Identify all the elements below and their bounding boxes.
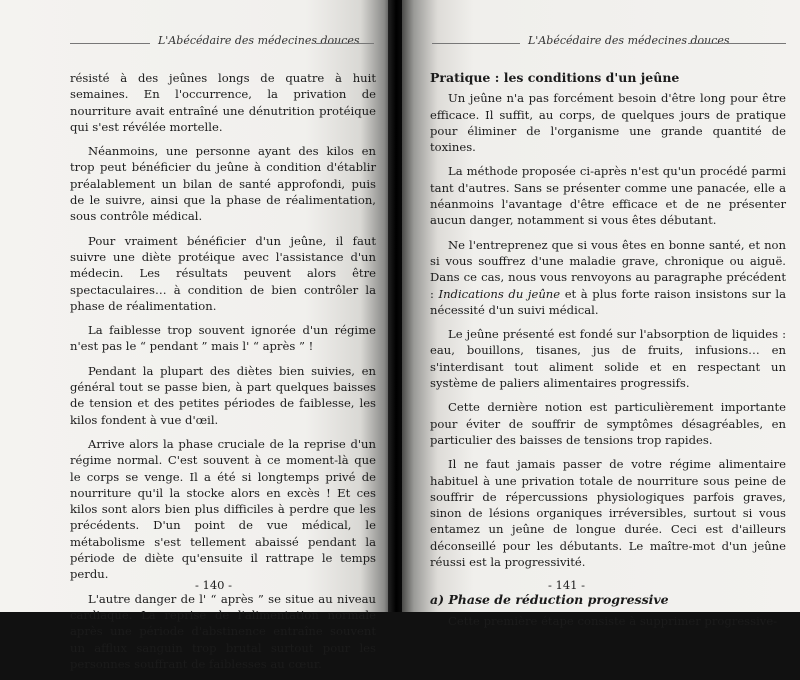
paragraph: Arrive alors la phase cruciale de la reprise d'un régime normal. C'est souvent à ce moment-là que le corps se venge. Il a été si longtemps privé de nourriture qu'il la stocke alors en excès ! Et ces kilos sont alors bien plus difficiles à perdre que les précédents. D'un point de vue médical, le métabolisme s'est tellement abaissé pendant la période de diète qu'ensuite il rattrape le temps perdu. [70,436,376,582]
header-rule [688,43,786,44]
paragraph: Néanmoins, une personne ayant des kilos en trop peut bénéficier du jeûne à condition d'établir préalablement un bilan de santé approfondi, puis de le suivre, ainsi que la phase de réalimentation, sous contrôle médical. [70,144,376,224]
paragraph: Pendant la plupart des diètes bien suivies, en général tout se passe bien, à part quelques baisses de tension et des petites périodes de faiblesse, les kilos fondent à vue d'œil. [70,363,376,427]
paragraph: La méthode proposée ci-après n'est qu'un procédé parmi tant d'autres. Sans se présenter comme une panacée, elle a néanmoins l'avantage d'être efficace et de ne présenter aucun danger, notamment si vous êtes débutant. [430,164,786,228]
header-title: L'Abécédaire des médecines douces [158,34,360,47]
paragraph: Le jeûne présenté est fondé sur l'absorption de liquides : eau, bouillons, tisanes, jus de fruits, infusions… en s'interdisant tout aliment solide et en respectant un système de paliers alimentaires progressifs. [430,327,786,391]
paragraph [430,237,786,318]
section-heading: Pratique : les conditions d'un jeûne [430,70,680,85]
right-page-number: - 141 - [548,578,586,592]
right-running-header [432,34,786,50]
header-title: L'Abécédaire des médecines douces [528,34,730,47]
header-rule [70,43,150,44]
paragraph-text: Ne l'entreprenez que si vous êtes en bonne santé, et non si vous souffrez d'une maladie grave, chronique ou aiguë. Dans ce cas, nous vous renvoyons au paragraphe précédent : [430,237,786,301]
left-running-header [70,34,374,50]
header-rule [432,43,520,44]
paragraph: résisté à des jeûnes longs de quatre à huit semaines. En l'occurrence, la privation de nourriture avait entraîné une dénutrition protéique qui s'est révélée mortelle. [70,71,376,134]
paragraph: Cette dernière notion est particulièrement importante pour éviter de souffrir de symptômes désagréables, en particulier des baisses de tensions trop rapides. [430,400,786,447]
paragraph: Un jeûne n'a pas forcément besoin d'être long pour être efficace. Il suffit, au corps, de quelques jours de pratique pour éliminer de l'organisme une grande quantité de toxines. [430,91,786,155]
paragraph: Cette première étape consiste à supprimer progressive- [448,613,778,628]
paragraph: Il ne faut jamais passer de votre régime alimentaire habituel à une privation totale de nourriture sous peine de souffrir de répercussions physiologiques parfois graves, sinon de lésions organiques irréversibles, surtout si vous entamez un jeûne de longue durée. Ceci est d'ailleurs déconseillé pour les débutants. Le maître-mot d'un jeûne réussi est la progressivité. [430,457,786,570]
left-page-number: - 140 - [195,578,233,592]
paragraph: La faiblesse trop souvent ignorée d'un régime n'est pas le “ pendant ” mais l' “ après ” ! [70,323,376,354]
cross-reference: Indications du jeûne [438,286,561,301]
header-rule [316,43,374,44]
subsection-heading: a) Phase de réduction progressive [430,592,669,608]
paragraph: Pour vraiment bénéficier d'un jeûne, il faut suivre une diète protéique avec l'assistance d'un médecin. Les résultats peuvent alors être spectaculaires… à condition de bien contrôler la phase de réalimentation. [70,233,376,313]
right-body-text [430,70,786,637]
paragraph: L'autre danger de l' “ après ” se situe au niveau cardiaque. La reprise de l'alimentation normale après une période d'abstinence entraîne souvent un afflux sanguin trop brutal surtout pour les personnes souffrant de faiblesses au cœur. [70,591,376,671]
paragraph-text: et à plus forte raison insistons sur la nécessité d'un suivi médical. [430,286,786,317]
right-page [402,0,800,628]
left-page [0,0,392,671]
